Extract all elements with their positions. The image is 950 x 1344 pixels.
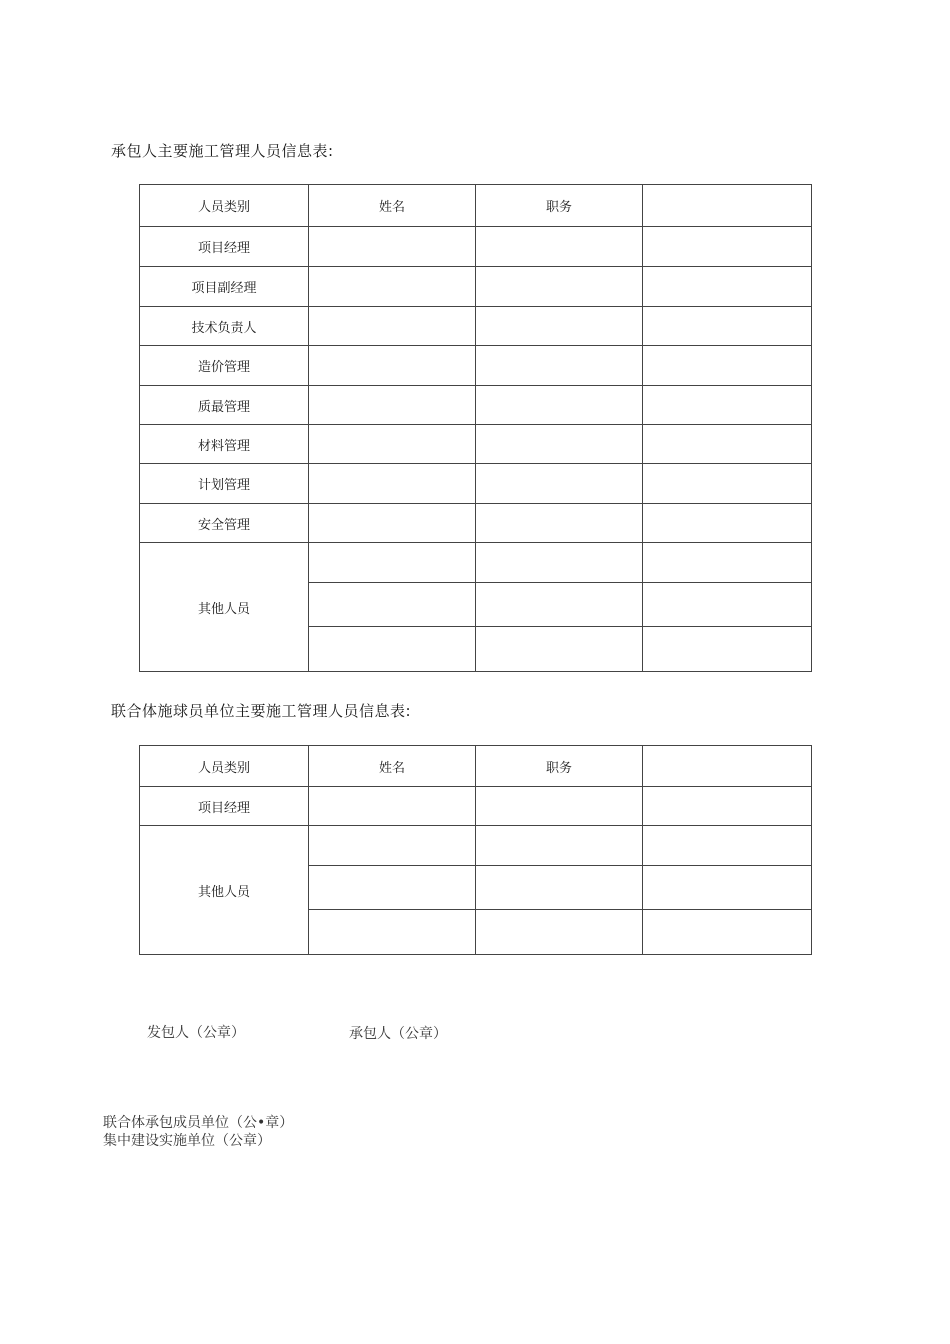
header-extra — [643, 746, 812, 787]
header-name: 姓名 — [309, 185, 476, 227]
contractor-staff-table — [139, 184, 812, 672]
name-cell[interactable] — [309, 787, 476, 826]
header-name: 姓名 — [309, 746, 476, 787]
row-category-label: 项目经理 — [140, 227, 309, 267]
name-cell[interactable] — [309, 866, 476, 910]
table-row — [140, 227, 812, 267]
table-row — [140, 307, 812, 346]
position-cell[interactable] — [476, 627, 643, 672]
header-position: 职务 — [476, 746, 643, 787]
row-category-label: 质最管理 — [140, 386, 309, 425]
name-cell[interactable] — [309, 307, 476, 346]
row-category-label: 计划管理 — [140, 464, 309, 504]
table-row — [140, 543, 812, 583]
extra-cell[interactable] — [643, 227, 812, 267]
position-cell[interactable] — [476, 307, 643, 346]
jv-staff-table — [139, 745, 812, 955]
table-row — [140, 267, 812, 307]
table-header-row — [140, 185, 812, 227]
name-cell[interactable] — [309, 346, 476, 386]
extra-cell[interactable] — [643, 866, 812, 910]
extra-cell[interactable] — [643, 307, 812, 346]
name-cell[interactable] — [309, 504, 476, 543]
name-cell[interactable] — [309, 583, 476, 627]
extra-cell[interactable] — [643, 267, 812, 307]
name-cell[interactable] — [309, 910, 476, 955]
position-cell[interactable] — [476, 227, 643, 267]
table-row — [140, 464, 812, 504]
position-cell[interactable] — [476, 346, 643, 386]
position-cell[interactable] — [476, 425, 643, 464]
extra-cell[interactable] — [643, 583, 812, 627]
extra-cell[interactable] — [643, 627, 812, 672]
row-category-label: 材料管理 — [140, 425, 309, 464]
extra-cell[interactable] — [643, 543, 812, 583]
row-category-label: 项目副经理 — [140, 267, 309, 307]
name-cell[interactable] — [309, 227, 476, 267]
jv-member-seal-label: 联合体承包成员单位（公•章） — [103, 1115, 294, 1131]
table-header-row — [140, 746, 812, 787]
row-category-label: 安全管理 — [140, 504, 309, 543]
position-cell[interactable] — [476, 866, 643, 910]
extra-cell[interactable] — [643, 787, 812, 826]
position-cell[interactable] — [476, 386, 643, 425]
name-cell[interactable] — [309, 826, 476, 866]
central-unit-seal-label: 集中建设实施单位（公章） — [103, 1133, 271, 1149]
extra-cell[interactable] — [643, 425, 812, 464]
table-row — [140, 425, 812, 464]
position-cell[interactable] — [476, 826, 643, 866]
extra-cell[interactable] — [643, 826, 812, 866]
jv-table-title: 联合体施球员单位主要施工管理人员信息表: — [111, 702, 412, 720]
contractor-seal-label: 承包人（公章） — [349, 1026, 447, 1042]
position-cell[interactable] — [476, 504, 643, 543]
table-row — [140, 346, 812, 386]
extra-cell[interactable] — [643, 386, 812, 425]
name-cell[interactable] — [309, 267, 476, 307]
name-cell[interactable] — [309, 425, 476, 464]
employer-seal-label: 发包人（公章） — [147, 1025, 245, 1041]
header-category: 人员类别 — [140, 185, 309, 227]
extra-cell[interactable] — [643, 464, 812, 504]
others-label: 其他人员 — [140, 826, 309, 955]
row-category-label: 造价管理 — [140, 346, 309, 386]
position-cell[interactable] — [476, 583, 643, 627]
header-position: 职务 — [476, 185, 643, 227]
header-extra — [643, 185, 812, 227]
others-label: 其他人员 — [140, 543, 309, 672]
position-cell[interactable] — [476, 910, 643, 955]
table-row — [140, 386, 812, 425]
header-category: 人员类别 — [140, 746, 309, 787]
row-category-label: 技术负责人 — [140, 307, 309, 346]
position-cell[interactable] — [476, 543, 643, 583]
extra-cell[interactable] — [643, 910, 812, 955]
name-cell[interactable] — [309, 464, 476, 504]
extra-cell[interactable] — [643, 346, 812, 386]
table-row — [140, 787, 812, 826]
table-row — [140, 504, 812, 543]
contractor-table-title: 承包人主要施工管理人员信息表: — [111, 142, 334, 160]
extra-cell[interactable] — [643, 504, 812, 543]
position-cell[interactable] — [476, 464, 643, 504]
name-cell[interactable] — [309, 386, 476, 425]
position-cell[interactable] — [476, 267, 643, 307]
name-cell[interactable] — [309, 543, 476, 583]
position-cell[interactable] — [476, 787, 643, 826]
name-cell[interactable] — [309, 627, 476, 672]
row-category-label: 项目经理 — [140, 787, 309, 826]
table-row — [140, 826, 812, 866]
